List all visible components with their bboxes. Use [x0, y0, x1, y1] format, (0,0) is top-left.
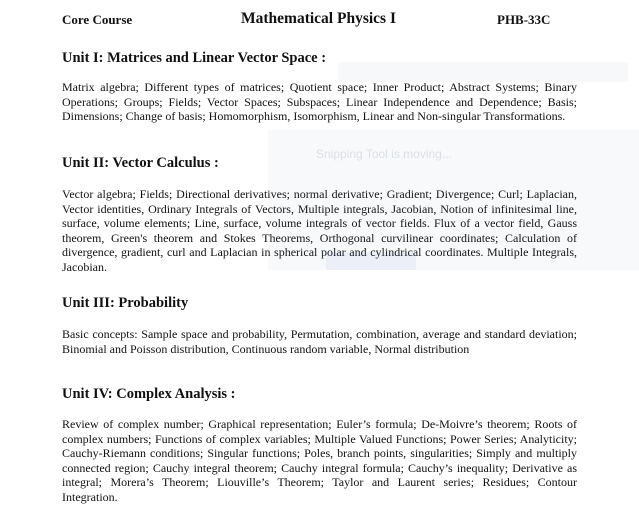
document-header [62, 10, 582, 30]
unit-1-heading: Unit I: Matrices and Linear Vector Space : [62, 50, 327, 66]
unit-1-section [62, 49, 577, 124]
unit-2-section [62, 154, 577, 275]
unit-3-body: Basic concepts: Sample space and probability, Permutation, combination, average and standard deviation; Binomial and Poisson distribution, Continuous random variable, Normal distribution [62, 327, 577, 356]
course-title: Mathematical Physics I [241, 10, 396, 27]
unit-1-body: Matrix algebra; Different types of matrices; Quotient space; Inner Product; Abstract Systems; Binary Operations; Groups; Fields; Vector Spaces; Subspaces; Linear Independence and Dependence; Basis; Dimensions; Change of basis; Homomorphism, Isomorphism, Linear and Non-singular Transformations. [62, 80, 577, 124]
unit-4-body: Review of complex number; Graphical representation; Euler’s formula; De-Moivre’s theorem; Roots of complex numbers; Functions of complex variables; Multiple Valued Functions; Power Series; Analyticity; Cauchy-Riemann conditions; Singular functions; Poles, branch points, singularities; Simply and multiply connected region; Cauchy integral theorem; Cauchy integral formula; Cauchy’s inequality; Derivative as integral; Morera’s Theorem; Liouville’s Theorem; Taylor and Laurent series; Residues; Contour Integration. [62, 417, 577, 504]
course-code: PHB-33C [497, 12, 551, 27]
unit-4-section [62, 385, 577, 505]
unit-4-heading: Unit IV: Complex Analysis : [62, 386, 236, 402]
unit-2-body: Vector algebra; Fields; Directional derivatives; normal derivative; Gradient; Divergence; Curl; Laplacian, Vector identities, Ordinary Integrals of Vectors, Multiple integrals, Jacobian, Notion of infinitesimal line, surface, volume elements; Line, surface, volume integrals of vector fields. Flux of a vector field, Gauss theorem, Green's theorem and Stokes Theorems, Orthogonal curvilinear coordinates; Calculation of divergence, gradient, curl and Laplacian in spherical polar and cylindrical coordinates. Multiple Integrals, Jacobian. [62, 187, 577, 274]
course-type: Core Course [62, 12, 133, 27]
unit-3-section [62, 294, 577, 356]
ghost-status-text: Snipping Tool is moving... [316, 147, 452, 161]
unit-2-heading: Unit II: Vector Calculus : [62, 155, 219, 171]
unit-3-heading: Unit III: Probability [62, 295, 189, 311]
